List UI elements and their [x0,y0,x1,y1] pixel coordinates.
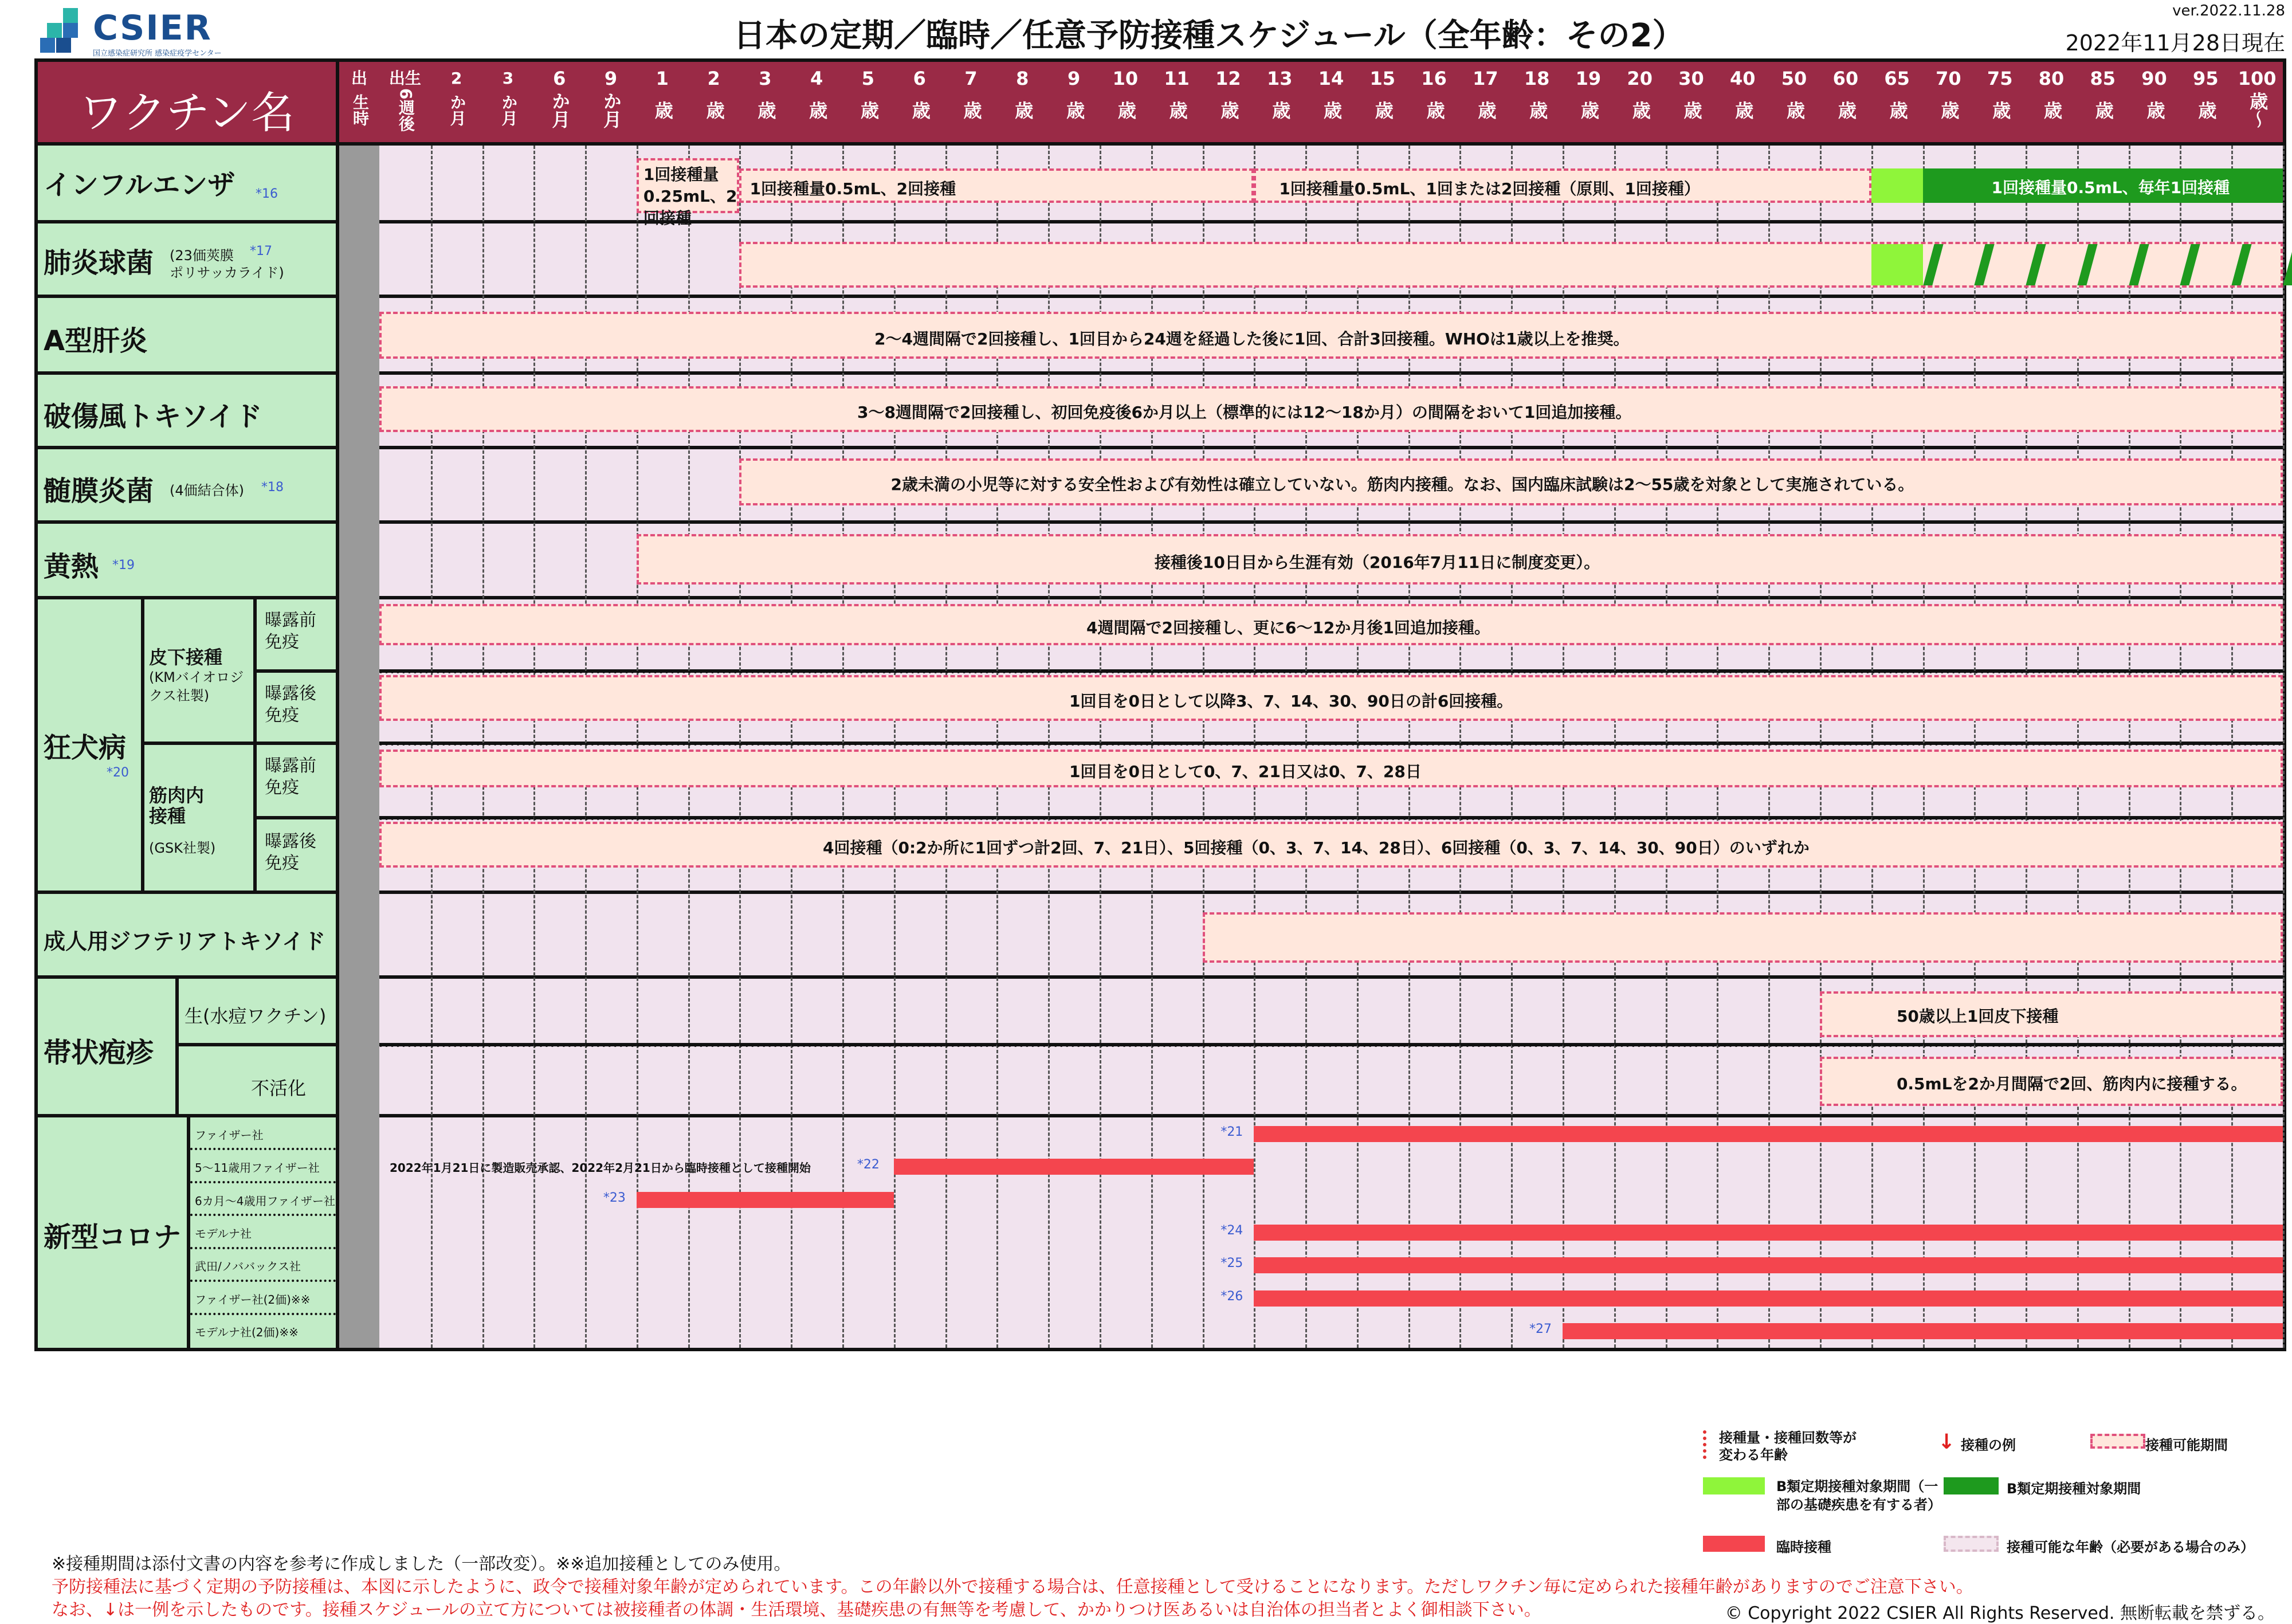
influenza-bar2 [739,168,1254,203]
age-label-bottom-7: 歳 [703,101,725,119]
age-label-top-16: 11 [1164,68,1190,89]
covid-note-2: *23 [603,1190,626,1205]
age-label-top-2: 2 [450,69,462,88]
row-zoster-name [38,979,175,1114]
age-label-bottom-24: 歳 [1577,101,1600,119]
age-label-37 [2237,70,2277,133]
age-label-top-23: 18 [1524,68,1550,89]
age-label-bottom-2: か月 [448,94,467,126]
covid-subtype-6 [190,1315,336,1348]
rabies-bar4-text: 4回接種（0:2か所に1回ずつ計2回、7、21日）、5回接種（0、3、7、14、28日）、6回接種（0、3、7、14、30、90日）のいずれか [823,838,1810,857]
age-label-9 [796,70,837,133]
age-label-top-13: 8 [1016,68,1029,89]
covid-bar-5 [1254,1290,2283,1307]
age-label-top-18: 13 [1266,68,1293,89]
age-label-top-0: 出 [351,69,367,88]
rabies-im-label: 筋肉内接種 [149,784,205,827]
covid-note-0: *21 [1220,1124,1243,1139]
yellow-note: *19 [112,558,135,572]
age-label-20 [1363,70,1403,133]
covid-bar-2 [637,1192,894,1208]
covid-subtype-5 [190,1282,336,1315]
age-label-27 [1722,70,1763,133]
rabies-im-post [257,819,336,891]
rabies-sc-sub: (KMバイオロジクス社製) [149,669,244,704]
rabies-im-pre [257,745,336,816]
age-label-36 [2185,70,2226,133]
age-label-top-10: 5 [861,68,875,89]
yellow-bar [637,534,2283,585]
covid-note-6: *27 [1529,1322,1552,1337]
age-header [339,62,2283,142]
age-label-32 [1980,70,2020,133]
age-label-top-29: 60 [1832,68,1859,89]
legend-temporary-swatch [1703,1536,1765,1552]
age-label-1 [385,70,425,133]
age-label-top-7: 2 [707,68,720,89]
age-label-bottom-21: 歳 [1423,101,1446,119]
age-label-bottom-28: 歳 [1784,101,1806,119]
age-label-bottom-5: か月 [601,92,623,128]
row-covid-name [38,1117,187,1348]
age-label-28 [1774,70,1814,133]
age-label-0 [339,70,379,133]
age-label-top-28: 50 [1781,68,1807,89]
row-rabies-name [38,599,141,891]
age-label-bottom-4: か月 [549,92,571,128]
zoster-live [179,979,336,1043]
covid-subtype-label-6: モデルナ社(2価)※※ [195,1325,299,1340]
age-label-bottom-0: 生時 [351,94,370,126]
logo-mark-icon [40,8,92,54]
zoster-name: 帯状疱疹 [44,1037,154,1069]
covid-name: 新型コロナ [44,1221,182,1253]
covid-subtype-4 [190,1249,336,1282]
rabies-sc-label: 皮下接種 [149,646,223,668]
influenza-bar1-text: 1回接種量0.25mL、2回接種 [643,165,737,227]
rabies-bar2-text: 1回目を0日として以降3、7、14、30、90日の計6回接種。 [1069,692,1513,711]
age-label-19 [1311,70,1351,133]
covid-subtypes [190,1117,336,1348]
age-label-top-3: 3 [502,69,514,88]
influenza-name: インフルエンザ [44,169,236,201]
covid-subtype-1 [190,1150,336,1183]
vaccine-name-header-label: ワクチン名 [79,87,295,138]
age-label-top-35: 90 [2141,68,2167,89]
birth-column [339,146,379,1348]
age-label-top-36: 95 [2193,68,2219,89]
age-label-8 [745,70,785,133]
age-label-3 [488,70,528,133]
covid-subtype-0 [190,1117,336,1150]
covid-bar-0 [1254,1126,2283,1142]
covid-subtype-label-3: モデルナ社 [195,1226,252,1241]
legend-possible-age-swatch [1944,1536,1999,1552]
age-label-24 [1568,70,1608,133]
age-label-top-22: 17 [1473,68,1498,89]
covid-subtype-label-5: ファイザー社(2価)※※ [195,1292,311,1307]
page-title: 日本の定期／臨時／任意予防接種スケジュール（全年齢：その2） [733,17,1685,54]
logo [40,8,246,60]
zoster-live-label: 生(水痘ワクチン) [185,1005,327,1027]
covid-bar-4 [1254,1257,2283,1273]
rabies-separator-2 [379,817,2283,820]
age-label-top-20: 15 [1369,68,1396,89]
age-label-bottom-20: 歳 [1372,101,1394,119]
age-label-top-6: 1 [656,68,669,89]
age-label-22 [1465,70,1505,133]
legend-possible-swatch [2090,1434,2145,1449]
age-label-bottom-18: 歳 [1269,101,1292,119]
age-label-top-9: 4 [810,68,823,89]
tetanus-bar-text: 3〜8週間隔で2回接種し、初回免疫後6か月以上（標準的には12〜18か月）の間隔をおいて1回追加接種。 [857,403,1632,422]
age-label-top-17: 12 [1215,68,1241,89]
covid-note-3: *24 [1220,1223,1243,1238]
age-label-33 [2031,70,2071,133]
timeline-area [379,146,2283,1348]
age-label-bottom-35: 歳 [2144,101,2166,119]
age-label-11 [900,70,940,133]
pneumococcal-sub2: ポリサッカライド) [170,265,284,281]
diph-name: 成人用ジフテリアトキソイド [44,929,326,954]
age-label-bottom-12: 歳 [960,101,983,119]
age-label-21 [1414,70,1454,133]
pneumococcal-note: *17 [250,244,272,258]
age-label-10 [848,70,888,133]
age-label-31 [1928,70,1968,133]
age-label-top-1: 出生 [388,69,421,88]
age-label-bottom-1: 6週後 [396,88,415,132]
row-tetanus-name [38,375,336,446]
rabies-bar-4 [379,822,2283,868]
age-label-bottom-30: 歳 [1886,101,1909,119]
rabies-sc-post-label: 曝露後免疫 [265,684,316,725]
zoster-bar2 [1820,1057,2283,1106]
age-label-bottom-14: 歳 [1063,101,1086,119]
pneumococcal-sub1: (23価莢膜 [170,248,234,264]
legend-possible: 接種可能期間 [2145,1437,2228,1453]
zoster-inact [179,1046,336,1114]
hepa-name: A型肝炎 [44,325,148,357]
hepa-bar [379,312,2283,359]
age-label-top-30: 65 [1884,68,1910,89]
covid-bar-3 [1254,1225,2283,1241]
age-label-top-33: 80 [2038,68,2065,89]
covid-child-text: 2022年1月21日に製造販売承認、2022年2月21日から臨時接種として接種開始 [390,1161,811,1175]
age-label-bottom-27: 歳 [1732,101,1755,119]
age-label-6 [642,70,682,133]
age-label-bottom-8: 歳 [755,101,777,119]
legend-possible-age: 接種可能な年齢（必要がある場合のみ） [2007,1539,2254,1555]
yellow-bar-text: 接種後10日目から生涯有効（2016年7月11日に制度変更）。 [1154,553,1600,572]
legend-b-partial: B類定期接種対象期間（一部の基礎疾患を有する者） [1776,1478,1941,1513]
covid-subtype-label-0: ファイザー社 [195,1128,264,1142]
rabies-im-sub: (GSK社製) [149,840,216,856]
age-label-13 [1002,70,1042,133]
rabies-sc-pre [257,599,336,669]
age-label-top-19: 14 [1318,68,1344,89]
age-label-top-25: 20 [1627,68,1653,89]
row-influenza-name [38,146,336,220]
age-label-34 [2083,70,2123,133]
vaccine-name-header [38,62,336,142]
age-label-bottom-34: 歳 [2092,101,2114,119]
covid-subtype-label-4: 武田/ノババックス社 [195,1260,301,1274]
age-label-35 [2134,70,2175,133]
rabies-subcutaneous [144,599,253,742]
age-label-bottom-32: 歳 [1989,101,2012,119]
influenza-b-partial [1871,168,1923,203]
age-label-bottom-15: 歳 [1114,101,1137,119]
age-label-4 [539,70,579,133]
age-label-top-11: 6 [913,68,926,89]
age-label-bottom-3: か月 [499,94,519,126]
age-label-bottom-23: 歳 [1526,101,1549,119]
schedule-table [34,58,2286,1351]
age-label-bottom-33: 歳 [2040,101,2063,119]
mening-note: *18 [261,480,284,495]
zoster-bar2-text: 0.5mLを2か月間隔で2回、筋肉内に接種する。 [1896,1074,2247,1093]
age-label-18 [1259,70,1300,133]
age-label-top-21: 16 [1421,68,1447,89]
covid-note-1: *22 [857,1158,880,1172]
row-mening-name [38,449,336,520]
rabies-sc-post [257,673,336,742]
age-label-bottom-9: 歳 [806,101,829,119]
zoster-bar1 [1820,991,2283,1037]
age-label-top-14: 9 [1067,68,1081,89]
age-label-bottom-26: 歳 [1681,101,1703,119]
tetanus-bar [379,386,2283,432]
legend-b-period-swatch [1944,1477,1999,1494]
age-label-top-32: 75 [1987,68,2013,89]
age-label-17 [1208,70,1248,133]
age-label-12 [951,70,991,133]
mening-sub: (4価結合体) [170,483,244,499]
age-label-top-26: 30 [1678,68,1704,89]
age-label-bottom-10: 歳 [857,101,880,119]
row-diph-name [38,894,336,975]
age-label-bottom-11: 歳 [909,101,931,119]
footer-line2: 予防接種法に基づく定期の予防接種は、本図に示したように、政令で接種対象年齢が定められています。この年齢以外で接種する場合は、任意接種として受けることになります。ただしワクチン毎に定められた接種年齢がありますのでご注意下さい。 [52,1577,1973,1597]
age-label-30 [1877,70,1917,133]
rabies-intramuscular [144,745,253,891]
age-label-bottom-31: 歳 [1938,101,1960,119]
age-label-top-27: 40 [1730,68,1756,89]
age-label-bottom-37: 歳〜 [2247,92,2269,128]
age-label-bottom-22: 歳 [1475,101,1497,119]
covid-bar-6 [1563,1323,2283,1339]
row-yellow-name [38,524,336,596]
rabies-note: *20 [107,766,129,780]
age-label-15 [1105,70,1145,133]
rabies-bar3-text: 1回目を0日として0、7、21日又は0、7、28日 [1069,762,1422,781]
age-label-top-24: 19 [1575,68,1602,89]
age-label-top-37: 100 [2238,68,2277,89]
age-label-25 [1620,70,1660,133]
zoster-bar1-text: 50歳以上1回皮下接種 [1896,1007,2059,1026]
influenza-bar2-text: 1回接種量0.5mL、2回接種 [749,179,956,198]
covid-subtype-label-2: 6カ月〜4歳用ファイザー社 [195,1194,336,1208]
age-label-7 [694,70,734,133]
legend-example: 接種の例 [1961,1437,2016,1453]
legend [1703,1429,2276,1578]
zoster-inact-label: 不活化 [251,1077,307,1099]
pneumococcal-bar [739,242,2283,288]
footer-line3: なお、↓は一例を示したものです。接種スケジュールの立て方については被接種者の体調・生活環境、基礎疾患の有無等を考慮して、かかりつけ医あるいは自治体の担当者とよく御相談下さい。 [52,1600,1541,1620]
footer-line1: ※接種期間は添付文書の内容を参考に作成しました（一部改変）。※※追加接種としてのみ使用。 [52,1554,791,1574]
rabies-name: 狂犬病 [44,732,127,764]
covid-note-5: *26 [1220,1289,1243,1304]
rabies-im-post-label: 曝露後免疫 [265,831,316,873]
legend-change-marker [1703,1430,1706,1459]
copyright: © Copyright 2022 CSIER All Rights Reserved. 無断転載を禁ずる。 [1725,1603,2275,1623]
influenza-b-period [1923,168,2283,203]
legend-arrow-icon: ↓ [1938,1430,1956,1454]
rabies-bar1-text: 4週間隔で2回接種し、更に6〜12か月後1回追加接種。 [1086,618,1490,637]
hepa-bar-text: 2〜4週間隔で2回接種し、1回目から24週を経過した後に1回、合計3回接種。WHOは1歳以上を推奨。 [874,329,1630,348]
rabies-separator-0 [379,670,2283,673]
timeline-grid-line-37 [2283,146,2285,1348]
age-label-5 [591,70,631,133]
tetanus-name: 破傷風トキソイド [44,401,262,433]
influenza-note: *16 [256,187,278,201]
rabies-sc-pre-label: 曝露前免疫 [265,610,316,652]
rabies-bar-3 [379,750,2283,787]
mening-name: 髄膜炎菌 [44,475,154,507]
age-label-top-12: 7 [964,68,978,89]
yellow-name: 黄熱 [44,551,99,583]
covid-note-4: *25 [1220,1256,1243,1271]
row-pneumococcal-name [38,223,336,295]
age-label-bottom-13: 歳 [1012,101,1034,119]
age-label-top-5: 9 [604,68,618,89]
rabies-separator-1 [379,743,2283,746]
influenza-bar4-text: 1回接種量0.5mL、毎年1回接種 [1991,178,2230,197]
age-label-14 [1054,70,1094,133]
age-label-top-34: 85 [2090,68,2116,89]
row-hepa-name [38,298,336,371]
legend-change: 接種量・接種回数等が変わる年齢 [1719,1430,1857,1463]
as-of-date: 2022年11月28日現在 [2065,30,2285,56]
rabies-im-pre-label: 曝露前免疫 [265,756,316,798]
diph-bar [1203,912,2283,963]
covid-subtype-label-1: 5〜11歳用ファイザー社 [195,1161,320,1175]
pneumococcal-b-partial [1871,244,1923,285]
age-label-bottom-16: 歳 [1166,101,1188,119]
covid-subtype-2 [190,1183,336,1216]
age-label-bottom-36: 歳 [2195,101,2218,119]
age-label-bottom-25: 歳 [1629,101,1651,119]
zoster-separator [379,1044,2283,1047]
age-label-29 [1826,70,1866,133]
age-label-bottom-17: 歳 [1218,101,1240,119]
logo-subtitle: 国立感染症研究所 感染症疫学センター [93,49,222,58]
legend-temporary: 臨時接種 [1776,1539,1831,1555]
age-label-2 [437,70,477,133]
logo-text: CSIER [93,8,212,48]
influenza-bar3-text: 1回接種量0.5mL、1回または2回接種（原則、1回接種） [1279,179,1700,198]
age-label-bottom-6: 歳 [652,101,674,119]
age-label-bottom-29: 歳 [1835,101,1857,119]
legend-b-period: B類定期接種対象期間 [2007,1481,2141,1497]
covid-subtype-3 [190,1216,336,1249]
influenza-bar1 [637,158,740,227]
pneumococcal-name: 肺炎球菌 [44,247,154,279]
age-label-bottom-19: 歳 [1321,101,1343,119]
mening-bar [739,458,2283,505]
age-label-top-8: 3 [759,68,772,89]
influenza-bar3 [1254,168,1871,203]
age-label-top-15: 10 [1112,68,1139,89]
rabies-bar-2 [379,675,2283,721]
age-label-26 [1671,70,1711,133]
age-label-top-4: 6 [553,68,566,89]
covid-bar-1 [894,1159,1254,1175]
mening-bar-text: 2歳未満の小児等に対する安全性および有効性は確立していない。筋肉内接種。なお、国内臨床試験は2〜55歳を対象として実施されている。 [890,475,1914,494]
age-label-16 [1157,70,1197,133]
version-label: ver.2022.11.28 [2172,2,2285,19]
age-label-top-31: 70 [1936,68,1961,89]
age-label-23 [1517,70,1557,133]
rabies-bar-1 [379,604,2283,645]
